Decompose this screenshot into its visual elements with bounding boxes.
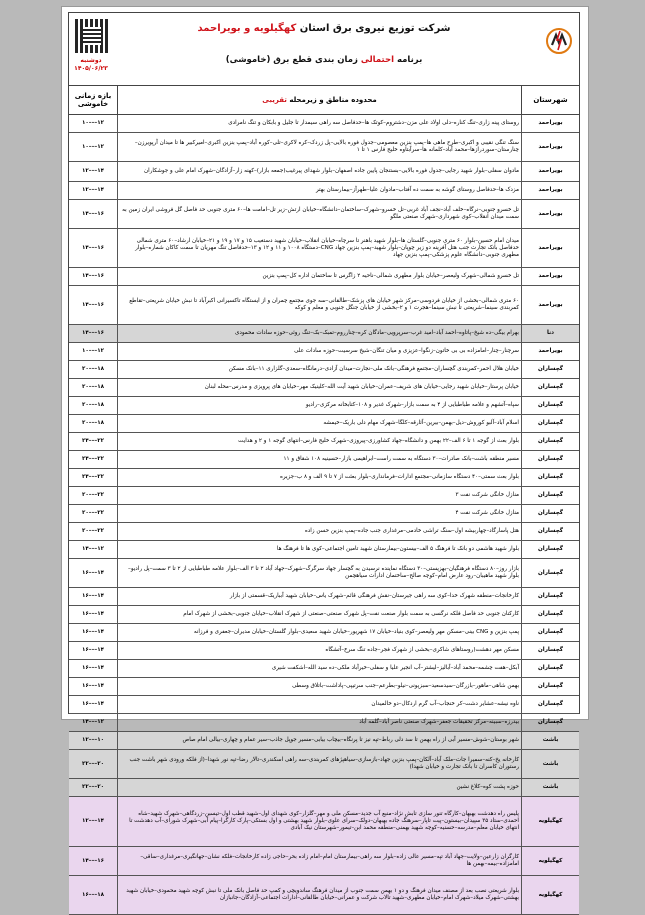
row-area: تل خسرو جنوبی–نرگاه–خلف آباد–نجف آباد غربی–تل خسرو–شهرک–ساختمان–دانشگاه–خیابان ارتش–زیر تل–امامت ها–۶۰ متری جنوبی حد فاصل گل فروشی ایران زمین به سمت میدان انقلاب–کوی شهرداری–شهرک صنعتی ملگو xyxy=(117,200,521,228)
row-time: ۲۰–––۲۲ xyxy=(81,528,105,534)
program-title xyxy=(129,55,519,65)
row-area: آبکل–هفت چشمه–محمد آباد–آبالیز–لیشتر–آب انجیر علیا و سفلی–خیرآباد ملکی–ده سید الله–اشکفت شیری xyxy=(117,660,521,677)
table-row xyxy=(69,200,579,229)
row-time: ۱۴–––۱۶ xyxy=(81,244,105,251)
row-time: ۱۲–––۱۰ xyxy=(81,737,105,743)
row-city: گچساران xyxy=(521,696,579,713)
row-area: بیدرزه–سبینه–مرکز تحقیقات جعفر–شهرک صنعتی ناصر آباد–گلمه آباد xyxy=(117,714,521,731)
row-area: بهمن شاهی–ماهور–بازرگان–سیدسعید–سبزپونی–نیلو–بطرعم–جنب سرتیپی–پاداشت–باتلاق وسطی xyxy=(117,678,521,695)
row-area: کارخانه یخ–کنه–سمیرا جات–ملک آباد–آلکان–پمپ بنزین جهاد–بازسازی–سیاهپژهای کمربندی–سه راهی اسکندری–تالار رضا–تپه نور شهدا–(از فلکه ورودی شهر باشت جنب رستوران کاسران تا بانک تجارت و خیابان شهدا) xyxy=(117,750,521,778)
row-area: هتل پاسارگاد–چهاربیشه اول–سنگ تراشی خادمی–مرغداری جنب جاده–پمپ بنزین حسن زاده xyxy=(117,523,521,540)
row-area: مسکن مهر دهشت(روستاهای شاکری–بخشی از شهرک فجر–جاده تنگ سرخ–آتشگاه xyxy=(117,642,521,659)
row-time: ۱۶–––۱۴ xyxy=(81,611,105,617)
row-time: ۱۴–––۱۶ xyxy=(81,330,105,336)
table-row xyxy=(69,696,579,714)
table-row xyxy=(69,133,579,162)
row-city: گچساران xyxy=(521,678,579,695)
row-city: گچساران xyxy=(521,379,579,396)
row-time: ۱۶–––۱۴ xyxy=(81,665,105,671)
row-time: ۱۴–––۱۶ xyxy=(81,857,105,864)
table-row xyxy=(69,714,579,732)
row-area: شهر بوستان–شوش–مسیر آبی از راه بهمن تا سد دلی رباط–تپه نیز تا پرنگاه–بیچاب بیابی–مسیر جوپل جاذب–سیر عمام و چهاری–بیالی امام صاص xyxy=(117,732,521,749)
company-region: کهگیلویه و بویراحمد xyxy=(197,23,297,34)
column-header-area xyxy=(117,86,521,114)
row-city: کهگیلویه xyxy=(521,847,579,875)
table-row xyxy=(69,660,579,678)
day-label: دوشنبه xyxy=(80,57,102,64)
row-city: بویراحمد xyxy=(521,162,579,181)
row-city: گچساران xyxy=(521,714,579,731)
row-time: ۱۶–––۱۴ xyxy=(81,701,105,707)
row-area: بهرام بیگی–ده شیخ–پاتاوه–احمد آباد–امید غرب–سرپرویی–مادگان کره–چنارروم–تمبک–بک–تنگ روئی–حوزه سادات محمودی xyxy=(117,325,521,342)
row-area: مزدک ها–حدفاصل روستای گوشه به سمت ده آفتاب–مادوان علیا–طهرآز–بیمارستان بهتر xyxy=(117,182,521,199)
table-row xyxy=(69,876,579,915)
table-row xyxy=(69,505,579,523)
table-row xyxy=(69,415,579,433)
table-row xyxy=(69,523,579,541)
table-row xyxy=(69,229,579,268)
row-city: باشت xyxy=(521,732,579,749)
row-time: ۱۶–––۱۴ xyxy=(81,629,105,635)
row-time: ۲۲–––۲۰ xyxy=(81,760,105,767)
row-area: سنگ تنگی نقیبی و اکبری–طرح ماهی ها–پمپ بنزین معصومی–جدول فوره بالایی–پل زردک–کره لاکری–تلی–کوره آباد–پمپ بنزین اکبری–امیرکبیر ها تا میدان آرپویرزن–چنارستان–سوردرازها–محمد آباد–کلمانه ها–سرآبتاوه خلیج فارس ۱ تا ۱ xyxy=(117,133,521,161)
row-area: روستای پینه زاری–تنگ کناره–دلی اولاد علی مزن–دشتروم–کوتک ها–حدفاصل سه راهی سیمدار تا جلیل و بابکان و تنگ نامرادی xyxy=(117,115,521,132)
row-area: تل خسرو شمالی–شهرک ولیعصر–خیابان بلوار مطهری شمالی–ناحیه ۲ زاگرس تا ساختمان اداره کل–پمپ بنزین xyxy=(117,268,521,285)
row-time: ۲۲–––۲۰ xyxy=(81,784,105,790)
table-row xyxy=(69,379,579,397)
row-city: گچساران xyxy=(521,523,579,540)
area-header-prefix: محدوده مناطق و زیرمحله xyxy=(289,96,377,104)
row-time: ۲۰–––۱۸ xyxy=(81,402,105,408)
table-row xyxy=(69,115,579,133)
row-time: ۱۴–––۱۶ xyxy=(81,301,105,308)
table-row xyxy=(69,361,579,379)
schedule-table xyxy=(68,12,580,901)
table-row xyxy=(69,182,579,200)
row-time: ۲۰–––۱۸ xyxy=(81,384,105,390)
row-time: ۲۰–––۲۲ xyxy=(81,510,105,516)
row-city: گچساران xyxy=(521,541,579,558)
program-title-highlight: احتمالی xyxy=(360,55,395,65)
row-area: بلوار شریعتی نصب بعد از مصنف میدان فرهنگ و دو ۱ بهمن سمت جنوب از میدان فرهنگ ساندویچی و کمپ حد فاصل بانک ملی تا نبش کوچه شهید محمودی–خیابان شهید بهشتی–شهرک میلاد–شهرک امام–خیابان مطهری–شهید تالاب شرکت و عمرانی–خیابان طالقانی–ادارات اجتماعی–آزادگان–جانبازان xyxy=(117,876,521,914)
row-time: ۲۴–––۲۲ xyxy=(81,438,105,444)
date-label: ۱۴۰۵/۰۶/۲۳ xyxy=(74,65,108,72)
row-area: پلیس راه دهدشت بهبهان–کارگاه تنور سازی تابش نژاد–منبع آب جدید–مسکن ملی و مهر–گلزار–کوی شهدای اول–شهید قطب اول–تیسبن–زردگاهی–شهرک شهید–شاه احمدی–ستاد ۳۵ سپیدان–بیستون–پیت تاپار–سرهنگ جاده بهبهان–دولک–سرای علوی–بلوار شهید بهشتی و اول بستکی–پارک کارگرا–پیام آبی–شهرک شورای–آب دهدشت تا انتهای خیابان معلم–مدرسه–حسنیه–کوچه شهید بهمنی–منطقه محمد ابن–تیمور–شهرستان نیک آبادی xyxy=(117,797,521,846)
row-city: باشت xyxy=(521,750,579,778)
company-title-prefix: شرکت توزیع نیروی برق استان xyxy=(296,23,451,34)
row-area: خیابان هلال احمر–کمربندی گچساران–مجتمع فرهنگی–بانک ملی–نجارت–میدان آزادی–درمانگاه–سعدی–گلزاری ۱۱–بانک مسکن xyxy=(117,361,521,378)
program-title-suffix: زمان بندی قطع برق (خاموشی) xyxy=(225,55,361,65)
row-city: گچساران xyxy=(521,505,579,522)
electricity-company-logo-icon xyxy=(545,27,573,55)
row-area: منازل خانگی شرکت نفت ۳ xyxy=(117,487,521,504)
row-city: بویراحمد xyxy=(521,286,579,324)
row-city: گچساران xyxy=(521,606,579,623)
row-city: باشت xyxy=(521,779,579,796)
table-row xyxy=(69,541,579,559)
row-area: حوزه پشت کوه–کلاغ نشین xyxy=(117,779,521,796)
row-city: گچساران xyxy=(521,588,579,605)
row-time: ۲۰–––۱۸ xyxy=(81,366,105,372)
table-row xyxy=(69,487,579,505)
table-row xyxy=(69,559,579,588)
row-time: ۱۴–––۱۶ xyxy=(81,210,105,217)
column-header-time: بازه زمانی خاموشی xyxy=(74,92,112,108)
table-row xyxy=(69,268,579,286)
row-area: پمپ بنزین و CNG بینی–مسکن مهر ولیعصر–کوی بنیاد–خیابان ۱۷ شهریور–خیابان شهید سعیدی–بلوار گلستان–خیابان مدیران–جعفری و فرزانه xyxy=(117,624,521,641)
row-area: کارکنان جنوبی حد فاصل فلکه نرگسی به سمت بلوار صنعت نفت–پل شهرک صنعتی–صنعتی از شهرک انقلاب–خیابان جنوبی–بخشی از شهرک امام xyxy=(117,606,521,623)
table-row xyxy=(69,606,579,624)
row-time: ۱۲–––۱۴ xyxy=(81,818,105,824)
row-city: گچساران xyxy=(521,624,579,641)
row-city: بویراحمد xyxy=(521,229,579,267)
area-header-highlight: تقریبی xyxy=(262,96,287,104)
row-time: ۱۴–––۱۶ xyxy=(81,273,105,279)
program-title-prefix: برنامه xyxy=(394,55,423,65)
row-area: سرچنار–چنار–امامزاده بی بی خاتون–زنگوا–عزیزی و میان تنگان–شیخ سرسیت–حوزه سادات علی xyxy=(117,343,521,360)
row-area: منازل خانگی شرکت نفت ۴ xyxy=(117,505,521,522)
row-time: ۲۴–––۲۲ xyxy=(81,474,105,480)
row-area: بلوار بعث سمتی–۴۰ دستگاه سازمانی–مجتمع ادارات–فرمانداری–بلوار بعثت از ۷ تا ۹ الف و ۸ ب–جزیره xyxy=(117,469,521,486)
company-title xyxy=(129,23,519,34)
row-area: ناوه نیشه–عشایر دشت–کر خنجاب–آب گرم اردکال–دو خالمیدان xyxy=(117,696,521,713)
row-area: بلوار بعث از گوجه ۱ تا ۶ الف–۲۲ بهمن و دانشگاه–جهاد کشاورزی–پیروزی–شهرک خلیج فارس–انتهای گوجه ۱ و ۲ و هدایت xyxy=(117,433,521,450)
table-row xyxy=(69,343,579,361)
row-city: بویراحمد xyxy=(521,133,579,161)
table-row xyxy=(69,847,579,876)
row-city: گچساران xyxy=(521,415,579,432)
table-body xyxy=(69,115,579,915)
table-row xyxy=(69,678,579,696)
table-row xyxy=(69,750,579,779)
row-city: گچساران xyxy=(521,361,579,378)
table-row xyxy=(69,325,579,343)
row-time: ۱۶–––۱۴ xyxy=(81,647,105,653)
table-row xyxy=(69,779,579,797)
row-city: گچساران xyxy=(521,642,579,659)
row-area: سپاه–آتشهم و علامه طباطبایی از ۴ به سمت بازار–شهرک غدیر و ۱۰۸–کتابخانه مرکزی–رادیو xyxy=(117,397,521,414)
row-city: بویراحمد xyxy=(521,182,579,199)
row-area: کارگران زارعین–ولایت–جهاد آباد تپه–مسیر عالی زاده–بلوار سه راهی–بیمارستان امام–امام زاده بحر–حاجی زاده کارخانجات–فلکه نشان–جهانگیری–مرغداری–ساقی–امامزاده–بیمه–بهمن ها xyxy=(117,847,521,875)
row-area: اسلام آباد–آلبو کوروش–دیل–بهمن–بیرین–آثارقه–کلگا–شهرک مهام دلی باریک–خیمشه xyxy=(117,415,521,432)
row-area: خیابان پرستار–خیابان شهید رجایی–خیابان های شریف–عمران–خیابان شهید آیت الله–کلینیک مهر–خیابان های پرویزی و مدرس–محله لبنان xyxy=(117,379,521,396)
table-row xyxy=(69,797,579,847)
date-box xyxy=(73,57,109,73)
row-city: گچساران xyxy=(521,433,579,450)
table-row xyxy=(69,433,579,451)
row-time: ۲۰–––۲۲ xyxy=(81,492,105,498)
row-time: ۱۶–––۱۸ xyxy=(81,891,105,898)
row-city: بویراحمد xyxy=(521,343,579,360)
table-row xyxy=(69,588,579,606)
qr-code-icon xyxy=(75,19,109,53)
row-time: ۲۰–––۱۸ xyxy=(81,420,105,426)
row-time: ۲۴–––۲۲ xyxy=(81,456,105,462)
row-area: میدان امام حسین–بلوار ۶۰ متری جنوبی–گلستان ها–بلوار شهید باهنر تا سرچاه–خیابان انقلاب–خیابان شهید دستغیب ۱۵ و ۱۷ و ۱۹ و ۲۱–خیابان ارشاد–۶۰ متری شمالی حدفاصل بانک تجارت جنب هتل آفرینه دو زیر چوپان–بلوار شهید–پمپ بنزین جهاد CNG–دستگاه ۱۰۰۸ و ۱۱ و ۱۲ و ۱۳–حدفاصل تنگ مهریان تا سمت کاکان شماره–بلوار مطهری جنوبی–دانشگاه علوم پزشکی–پمپ بنزین جهاد xyxy=(117,229,521,267)
table-row xyxy=(69,732,579,750)
row-city: گچساران xyxy=(521,451,579,468)
row-city: گچساران xyxy=(521,559,579,587)
table-row xyxy=(69,642,579,660)
table-row xyxy=(69,624,579,642)
row-time: ۱۶–––۱۴ xyxy=(81,569,105,576)
row-city: کهگیلویه xyxy=(521,876,579,914)
row-area: مسیر منطقه باشت–بانک صادرات–۳۰ دستگاه به سمت راست–ابراهیمی بازار–حسینیه ۱۰۸ شقاق و ۱۱ xyxy=(117,451,521,468)
row-time: ۱۰–––۱۲ xyxy=(81,143,105,150)
row-time: ۱۲–––۱۴ xyxy=(81,187,105,193)
row-city: گچساران xyxy=(521,397,579,414)
row-time: ۱۶–––۱۴ xyxy=(81,593,105,599)
row-city: گچساران xyxy=(521,660,579,677)
row-time: ۱۲–––۱۴ xyxy=(81,168,105,174)
row-time: ۱۴–––۱۲ xyxy=(81,719,105,725)
table-row xyxy=(69,162,579,182)
row-city: گچساران xyxy=(521,487,579,504)
document-page xyxy=(61,6,589,901)
column-header-city: شهرستان xyxy=(521,86,579,114)
row-city: بویراحمد xyxy=(521,268,579,285)
row-city: بویراحمد xyxy=(521,200,579,228)
table-row xyxy=(69,469,579,487)
table-row xyxy=(69,286,579,325)
column-headers xyxy=(69,86,579,115)
row-city: کهگیلویه xyxy=(521,797,579,846)
document-header xyxy=(69,13,579,86)
row-time: ۱۴–––۱۲ xyxy=(81,546,105,552)
row-city: بویراحمد xyxy=(521,115,579,132)
row-area: کارخانجات–منطقه شهرک خدا–کوی سه راهی جیرستان–نقش فرهنگی قائم–شهرک یاس–خیابان شهید آبباریک–قسمتی از بازار xyxy=(117,588,521,605)
row-area: ۶۰ متری شمالی–بخشی از خیابان فردوسی–مرکز شهر خیابان های پزشک–طالقانی–سه جوی مجتمع چمران و از ایستگاه تاکسیرانی اکبرآباد تا نبش خیابان شریعتی–تقاطع کمربندی سینما–شریعتی تا نبش سینما–هجرت ۱ و ۲–بخشی از خیابان جنگل جنوبی و معلم و کوکه xyxy=(117,286,521,324)
row-area: مادوان سفلی–بلوار شهید رجایی–جدول فوره بالایی–بستنجان پایین جاده اصفهان–بلوار شهدای پیرغیب(جمعه بازار)–کهنه زار–آزادگان–شهرک امام علی و جوشکاران xyxy=(117,162,521,181)
row-time: ۱۰–––۱۲ xyxy=(81,348,105,354)
row-time: ۱۶–––۱۴ xyxy=(81,683,105,689)
row-area: بازار روز–۸۰ دستگاه فرهنگیان–بهزیستی–۳۰ دستگاه نماینده نرسیدن به گچسار جهاد سرگرگ–شهرک–جهاد آباد ۲ تا ۳ الف–بلوار علامه طباطبایی از ۲ تا ۳ سمت–پل رادیو–بلوار شهید ماهیبان–رود عارض امام–کوچه صالح–ساختمان ادارات سیاهچمن xyxy=(117,559,521,587)
row-city: گچساران xyxy=(521,469,579,486)
table-row xyxy=(69,397,579,415)
row-time: ۱۰–––۱۲ xyxy=(81,120,105,126)
row-area: بلوار شهید هاشمی دو بانک تا فرهنگ ۵ الف–بیستون–بیمارستان شهید تامین اجتماعی–کوی ها تا فرهنگ ها xyxy=(117,541,521,558)
table-row xyxy=(69,451,579,469)
row-city: دنا xyxy=(521,325,579,342)
